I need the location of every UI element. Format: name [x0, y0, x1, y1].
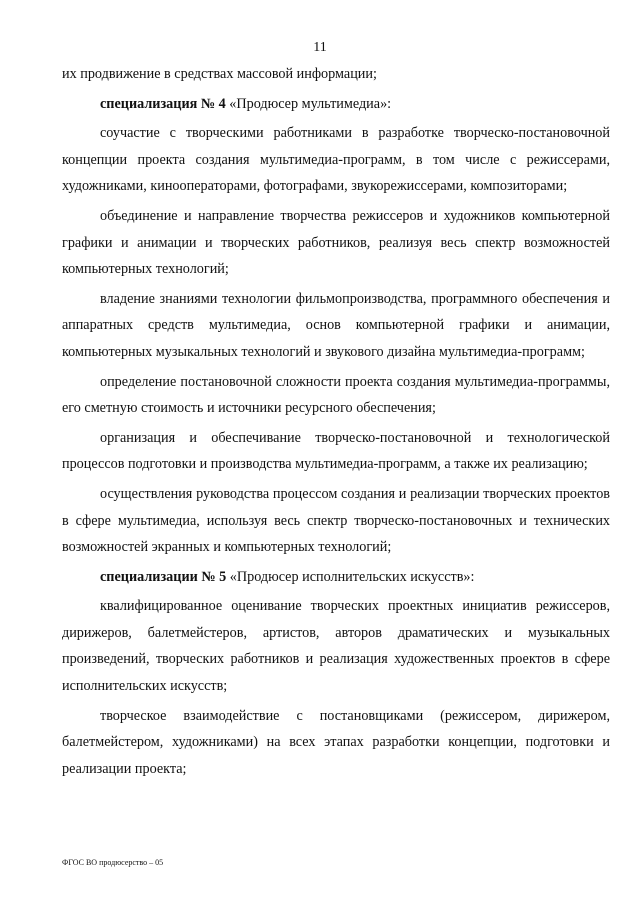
specialization-5-heading: [62, 564, 610, 591]
paragraph: определение постановочной сложности проекта создания мультимедиа-программы, его сметную стоимость и источники ресурсного обеспечения;: [62, 373, 610, 417]
paragraph-continuation: их продвижение в средствах массовой информации;: [62, 66, 377, 82]
specialization-4-title: «Продюсер мультимедиа»:: [225, 95, 392, 112]
specialization-5-label: специализации № 5: [100, 568, 227, 585]
paragraph: творческое взаимодействие с постановщиками (режиссером, дирижером, балетмейстером, художниками) на всех этапах разработки концепции, подготовки и реализации проекта;: [62, 707, 610, 777]
paragraph: осуществления руководства процессом создания и реализации творческих проектов в сфере мультимедиа, используя весь спектр творческо-постановочных и технических возможностей экранных и компьютерных технологий;: [62, 485, 610, 556]
document-body: [62, 61, 610, 782]
specialization-5-title: «Продюсер исполнительских искусств»:: [226, 568, 475, 585]
paragraph: объединение и направление творчества режиссеров и художников компьютерной графики и анимации и творческих работников, реализуя весь спектр возможностей компьютерных технологий;: [62, 207, 610, 278]
paragraph: квалифицированное оценивание творческих проектных инициатив режиссеров, дирижеров, балетмейстеров, артистов, авторов драматических и музыкальных произведений, творческих работников и реализация художественных проектов в сфере исполнительских искусств;: [62, 598, 610, 695]
paragraph: владение знаниями технологии фильмопроизводства, программного обеспечения и аппаратных средств мультимедиа, основ компьютерной графики и анимации, компьютерных музыкальных технологий и звукового дизайна мультимедиа-программ;: [62, 290, 610, 360]
specialization-4-heading: [62, 91, 610, 118]
page-number: 11: [313, 40, 327, 55]
paragraph: соучастие с творческими работниками в разработке творческо-постановочной концепции проекта создания мультимедиа-программ, в том числе с режиссерами, художниками, кинооператорами, фотографами, звукорежиссерами, композиторами;: [62, 125, 610, 195]
footer-note: ФГОС ВО продюсерство – 05: [62, 858, 164, 867]
specialization-4-label: специализация № 4: [100, 95, 226, 112]
paragraph: организация и обеспечивание творческо-постановочной и технологической процессов подготовки и производства мультимедиа-программ, а также их реализацию;: [62, 429, 610, 473]
